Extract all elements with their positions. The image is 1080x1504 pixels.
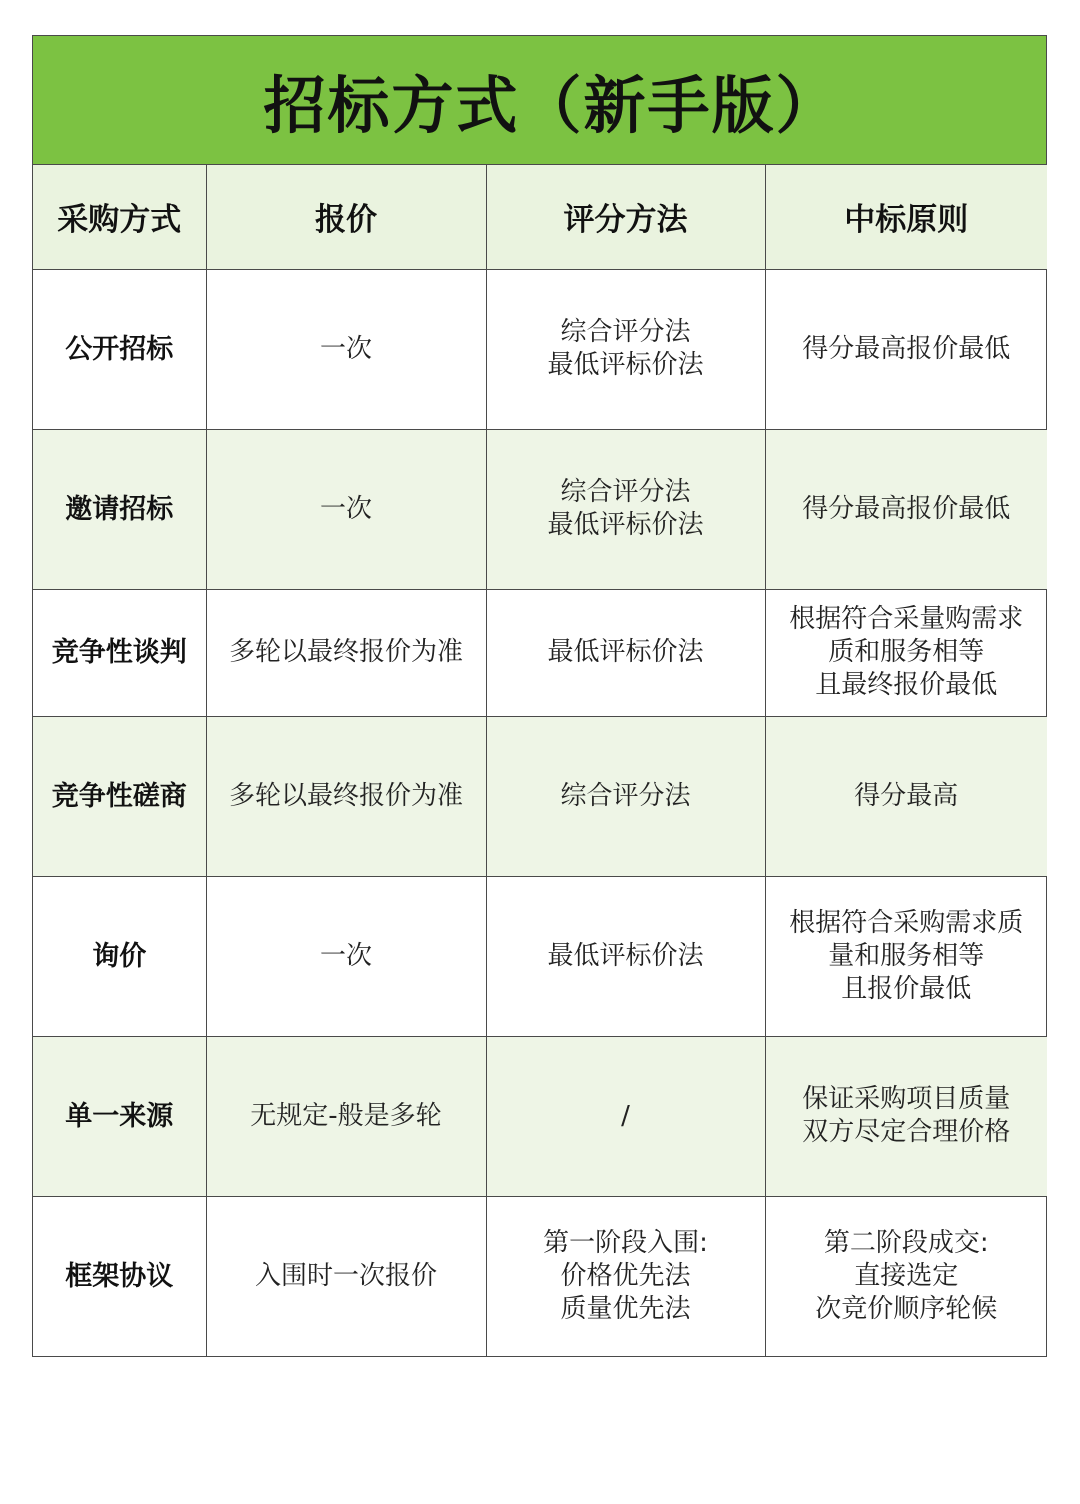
title-banner xyxy=(33,36,1046,165)
row-method: 公开招标 xyxy=(33,269,206,429)
procurement-table xyxy=(33,165,1047,1356)
row-method: 询价 xyxy=(33,876,206,1036)
table-row xyxy=(33,269,1047,429)
row-method: 竞争性磋商 xyxy=(33,716,206,876)
row-scoring: 综合评分法 最低评标价法 xyxy=(486,429,765,589)
row-method: 竞争性谈判 xyxy=(33,589,206,716)
row-quote: 多轮以最终报价为准 xyxy=(206,716,486,876)
row-principle: 根据符合采量购需求 质和服务相等 且最终报价最低 xyxy=(765,589,1047,716)
row-scoring: 最低评标价法 xyxy=(486,876,765,1036)
row-scoring: 最低评标价法 xyxy=(486,589,765,716)
procurement-methods-sheet xyxy=(32,35,1047,1357)
row-quote: 一次 xyxy=(206,876,486,1036)
row-scoring: 综合评分法 最低评标价法 xyxy=(486,269,765,429)
row-scoring: 第一阶段入围: 价格优先法 质量优先法 xyxy=(486,1196,765,1356)
row-scoring: 综合评分法 xyxy=(486,716,765,876)
row-principle: 第二阶段成交: 直接选定 次竞价顺序轮候 xyxy=(765,1196,1047,1356)
row-principle: 得分最高报价最低 xyxy=(765,429,1047,589)
header-scoring: 评分方法 xyxy=(486,165,765,269)
row-principle: 得分最高 xyxy=(765,716,1047,876)
row-quote: 入围时一次报价 xyxy=(206,1196,486,1356)
table-row xyxy=(33,429,1047,589)
header-method: 采购方式 xyxy=(33,165,206,269)
row-quote: 无规定-般是多轮 xyxy=(206,1036,486,1196)
table-row xyxy=(33,1036,1047,1196)
page-title: 招标方式（新手版） xyxy=(263,68,840,142)
row-quote: 一次 xyxy=(206,429,486,589)
table-row xyxy=(33,876,1047,1036)
row-principle: 保证采购项目质量 双方尽定合理价格 xyxy=(765,1036,1047,1196)
header-row xyxy=(33,165,1047,269)
row-quote: 多轮以最终报价为准 xyxy=(206,589,486,716)
row-quote: 一次 xyxy=(206,269,486,429)
table-row xyxy=(33,1196,1047,1356)
row-method: 框架协议 xyxy=(33,1196,206,1356)
header-quote: 报价 xyxy=(206,165,486,269)
table-row xyxy=(33,716,1047,876)
table-row xyxy=(33,589,1047,716)
row-principle: 得分最高报价最低 xyxy=(765,269,1047,429)
row-scoring: / xyxy=(486,1036,765,1196)
row-principle: 根据符合采购需求质 量和服务相等 且报价最低 xyxy=(765,876,1047,1036)
header-principle: 中标原则 xyxy=(765,165,1047,269)
row-method: 邀请招标 xyxy=(33,429,206,589)
row-method: 单一来源 xyxy=(33,1036,206,1196)
